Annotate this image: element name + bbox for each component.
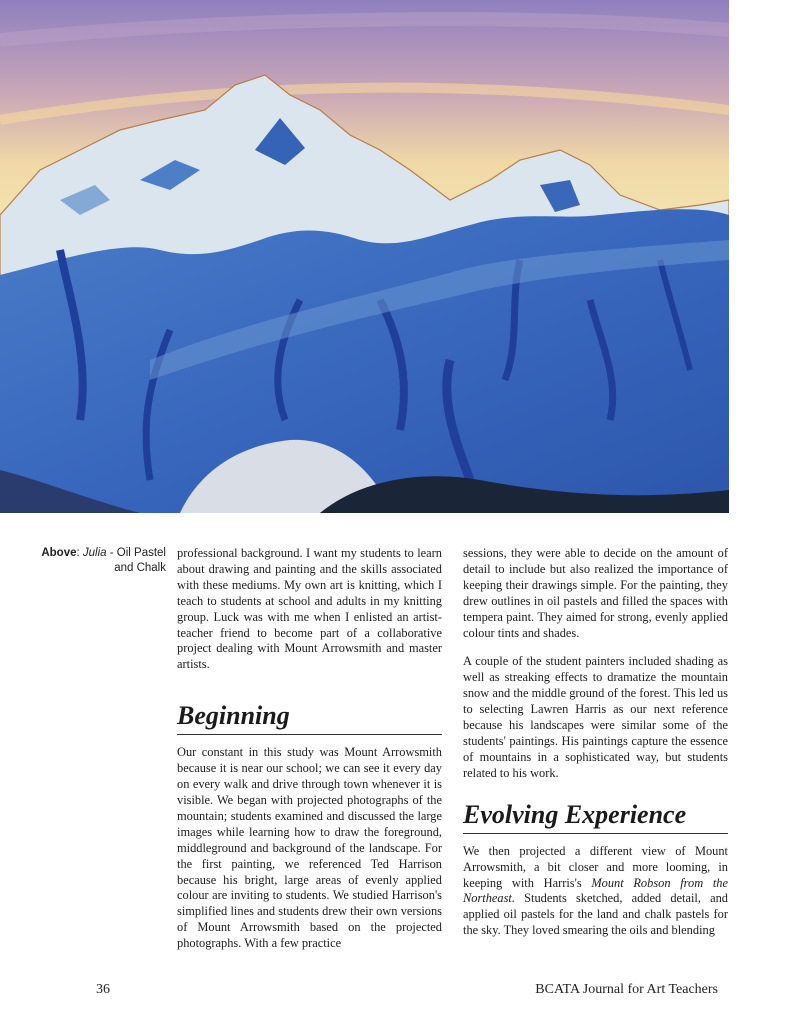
section-heading-beginning: Beginning	[177, 701, 442, 735]
mountain-painting	[0, 0, 729, 513]
image-caption: Above: Julia - Oil Pastel and Chalk	[41, 547, 166, 574]
paragraph-projected-end: Students sketched, added detail, and applied oil pastels for the land and chalk pastels for the sky. They loved smearing the oils and blending	[463, 891, 728, 938]
section-heading-evolving: Evolving Experience	[463, 800, 728, 834]
paragraph-shading: A couple of the student painters included shading as well as streaking effects to dramatize the mountain snow and the middle ground of the forest. This led us to selecting Lawren Harris as our next reference because his landscapes were similar some of the students' paintings. His paintings capture the essence of mountains in a sophisticated way, but students related to his work.	[463, 654, 728, 780]
artwork-image	[0, 0, 729, 513]
intro-paragraph: professional background. I want my students to learn about drawing and painting and the skills associated with these mediums. My own art is knitting, which I teach to students at school and adults in my knitting group. Luck was with me when I enlisted an artist- teacher friend to become part of a collaborative project dealing with Mount Arrowsmith and master artists.	[177, 546, 442, 672]
caption-title: Julia	[82, 547, 107, 559]
text-column-right	[463, 546, 728, 952]
beginning-paragraph: Our constant in this study was Mount Arrowsmith because it is near our school; we can see it every day on every walk and drive through town whenever it is visible. We began with projected photographs of the mountain; students examined and discussed the large images while learning how to draw the foreground, middleground and background of the landscape. For the first painting, we referenced Ted Harrison because his bright, large areas of evenly applied colour are inviting to students. We studied Harrison's simplified lines and students drew their own versions of Mount Arrowsmith based on the projected photographs. With a few practice	[177, 745, 442, 951]
caption-medium: - Oil Pastel and Chalk	[109, 547, 166, 574]
text-column-left	[177, 546, 442, 965]
paragraph-projected-start: We then projected a different view of Mount Arrowsmith, a bit closer and more looming, in keeping with Harris's	[463, 843, 728, 890]
paragraph-sessions: sessions, they were able to decide on the amount of detail to include but also realized the importance of keeping their drawings simple. For the painting, they drew outlines in oil pastels and filled the spaces with tempera paint. They aimed for strong, evenly applied colour tints and shades.	[463, 546, 728, 640]
journal-title: BCATA Journal for Art Teachers	[535, 982, 718, 997]
artwork-title-reference: Mount Robson from the Northeast.	[463, 875, 728, 906]
paragraph-projected	[463, 844, 728, 939]
caption-label: Above	[41, 547, 77, 559]
page-number: 36	[96, 982, 110, 997]
